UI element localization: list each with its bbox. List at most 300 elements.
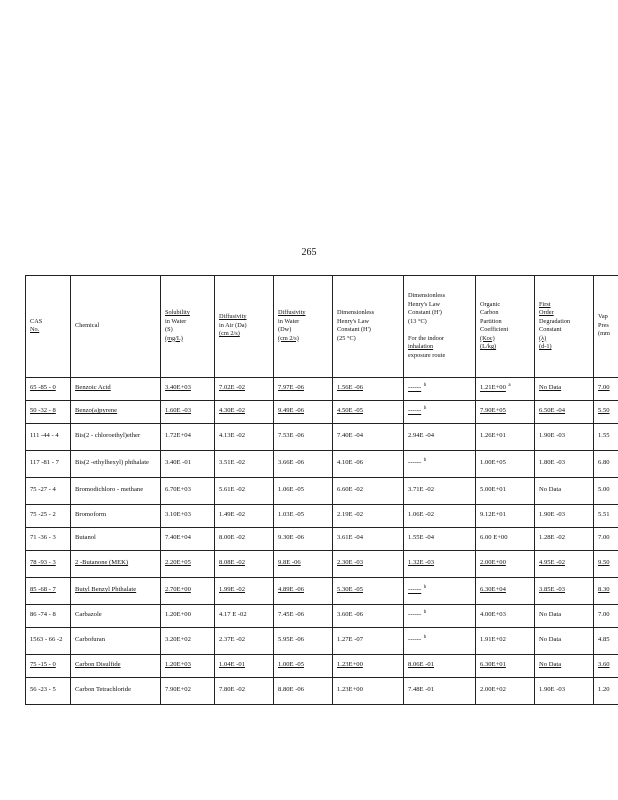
header-line: (Dw) [278,326,292,333]
header-line: exposure route [408,351,446,359]
cas-number [26,628,71,655]
diffusivity-air-value-text: 7.80E -02 [219,686,246,694]
koc-value [476,505,535,528]
header-line: (25 °C) [337,334,356,342]
koc-value [476,528,535,551]
henry-13c-value [404,401,476,424]
diffusivity-air-value [215,551,274,578]
diffusivity-water-value-text: 9.49E -06 [278,407,305,415]
degradation-value [535,628,594,655]
chemical-properties-table [25,275,618,705]
solubility-value [161,378,215,401]
henry-25c-value [333,551,404,578]
henry-25c-value [333,628,404,655]
vapor-pressure-value-text: 7.00 [598,611,610,619]
header-line [408,326,473,335]
chemical-name-text: 2 -Butanone (MEK) [75,559,129,567]
table-row [26,505,618,528]
vapor-pressure-value-text: 1.55 [598,432,610,440]
header-line: Coefficient [480,326,509,333]
koc-value-text: 1.00E+05 [480,459,506,467]
degradation-value-text: No Data [539,661,562,669]
header-henry-13c [404,276,476,378]
henry-13c-value-text: 3.71E -02 [408,486,435,494]
koc-value-text: 1.91E+02 [480,636,506,644]
diffusivity-air-value [215,628,274,655]
koc-value-text: 1.21E+00 [480,384,506,392]
henry-13c-value-text: ------ [408,459,422,467]
cas-number-text: 117 -81 - 7 [30,459,59,467]
henry-13c-value [404,528,476,551]
header-line: First [539,300,551,308]
vapor-pressure-value [594,505,618,528]
koc-value [476,478,535,505]
vapor-pressure-value-text: 3.60 [598,661,610,669]
diffusivity-water-value-text: 5.95E -06 [278,636,305,644]
koc-value [476,605,535,628]
footnote-marker: b [421,610,427,616]
table-row [26,605,618,628]
chemical-name [71,451,161,478]
cas-number-text: 56 -23 - 5 [30,686,56,694]
header-henry-25c [333,276,404,378]
henry-25c-value-text: 2.30E -03 [337,559,364,567]
diffusivity-air-value-text: 8.08E -02 [219,559,246,567]
henry-13c-value-text: 1.32E -03 [408,559,435,567]
header-line: (13 °C) [408,317,427,325]
diffusivity-air-value [215,378,274,401]
henry-13c-value [404,478,476,505]
solubility-value [161,401,215,424]
header-line: (λ) [539,334,547,342]
degradation-value [535,424,594,451]
header-line: Solubility [165,309,190,316]
henry-25c-value-text: 3.61E -04 [337,534,364,542]
chemical-name [71,655,161,678]
vapor-pressure-value [594,478,618,505]
cas-number [26,378,71,401]
solubility-value-text: 1.72E+04 [165,432,191,440]
diffusivity-water-value [274,478,333,505]
cas-number [26,505,71,528]
chemical-name-text: Bis(2 - chloroethyl)ether [75,432,141,440]
header-line: in Water [278,317,300,325]
diffusivity-air-value-text: 1.49E -02 [219,511,246,519]
solubility-value-text: 2.70E+00 [165,586,191,594]
chemical-name [71,424,161,451]
solubility-value [161,605,215,628]
chemical-name-text: Carbon Disulfide [75,661,121,669]
chemical-name-text: Bromoform [75,511,107,519]
chemical-name [71,628,161,655]
chemical-name [71,678,161,705]
header-line: (Koc) [480,334,495,342]
footnote-marker: a [505,383,511,389]
diffusivity-water-value-text: 1.00E -05 [278,661,305,669]
diffusivity-air-value [215,451,274,478]
henry-25c-value [333,605,404,628]
henry-13c-value-text: 8.06E -01 [408,661,435,669]
koc-value-text: 9.12E+01 [480,511,506,519]
henry-25c-value-text: 4.50E -05 [337,407,364,415]
cas-number [26,605,71,628]
vapor-pressure-value-text: 7.00 [598,534,610,542]
degradation-value-text: No Data [539,384,562,392]
header-line: (S) [165,326,173,333]
solubility-value [161,678,215,705]
henry-13c-value-text: ------ [408,611,422,619]
diffusivity-air-value [215,424,274,451]
vapor-pressure-value-text: 5.51 [598,511,610,519]
koc-value-text: 6.30E+01 [480,661,506,669]
diffusivity-air-value [215,578,274,605]
diffusivity-water-value-text: 8.80E -06 [278,686,305,694]
diffusivity-air-value [215,678,274,705]
diffusivity-air-value [215,528,274,551]
koc-value-text: 2.00E+02 [480,686,506,694]
cas-number [26,451,71,478]
henry-25c-value-text: 1.23E+00 [337,686,363,694]
henry-25c-value-text: 5.30E -05 [337,586,364,594]
diffusivity-air-value-text: 7.02E -02 [219,384,246,392]
diffusivity-water-value [274,605,333,628]
footnote-marker: b [421,635,427,641]
cas-number [26,424,71,451]
degradation-value-text: 1.90E -03 [539,432,566,440]
henry-13c-value-text: 7.48E -01 [408,686,435,694]
diffusivity-air-value-text: 4.13E -02 [219,432,246,440]
degradation-value-text: No Data [539,636,562,644]
table-row [26,424,618,451]
header-line: No. [30,326,40,333]
degradation-value [535,478,594,505]
degradation-value-text: 1.28E -02 [539,534,566,542]
vapor-pressure-value-text: 1.20 [598,686,610,694]
koc-value [476,401,535,424]
header-solubility [161,276,215,378]
header-line: Vap [598,313,608,321]
koc-value-text: 6.00 E+00 [480,534,508,542]
vapor-pressure-value [594,678,618,705]
cas-number-text: 75 -25 - 2 [30,511,56,519]
header-line: in Water [165,317,187,325]
diffusivity-water-value [274,655,333,678]
koc-value [476,551,535,578]
koc-value [476,578,535,605]
solubility-value-text: 3.40E+03 [165,384,191,392]
header-line: Pres [598,321,609,329]
koc-value-text: 4.00E+03 [480,611,506,619]
degradation-value-text: 1.90E -03 [539,686,566,694]
henry-25c-value [333,678,404,705]
degradation-value [535,451,594,478]
degradation-value-text: No Data [539,611,562,619]
header-line: (mm [598,330,610,338]
vapor-pressure-value [594,528,618,551]
table-row [26,678,618,705]
diffusivity-water-value-text: 3.66E -06 [278,459,305,467]
vapor-pressure-value [594,628,618,655]
header-chemical [71,276,161,378]
header-line: Dimensionless [408,292,446,299]
header-line: (mg/L) [165,334,183,342]
diffusivity-water-value-text: 9.30E -06 [278,534,305,542]
vapor-pressure-value [594,378,618,401]
table-row [26,478,618,505]
diffusivity-water-value [274,451,333,478]
header-line: Constant (H') [408,309,442,316]
cas-number [26,528,71,551]
diffusivity-water-value [274,505,333,528]
cas-number [26,401,71,424]
header-line: inhalation [408,343,434,350]
henry-25c-value-text: 4.10E -06 [337,459,364,467]
degradation-value [535,578,594,605]
solubility-value [161,528,215,551]
degradation-value [535,605,594,628]
cas-number-text: 78 -93 - 3 [30,559,56,567]
henry-25c-value [333,655,404,678]
diffusivity-water-value-text: 4.89E -06 [278,586,305,594]
header-line: Organic [480,300,501,308]
cas-number [26,478,71,505]
koc-value [476,378,535,401]
solubility-value-text: 3.20E+02 [165,636,191,644]
vapor-pressure-value [594,551,618,578]
diffusivity-water-value-text: 7.45E -06 [278,611,305,619]
henry-25c-value [333,378,404,401]
diffusivity-air-value [215,655,274,678]
koc-value-text: 6.30E+04 [480,586,506,594]
header-line: (cm 2/s) [219,330,240,338]
degradation-value [535,505,594,528]
header-degradation [535,276,594,378]
chemical-name [71,528,161,551]
table-row [26,378,618,401]
chemical-name-text: Carbon Tetrachloride [75,686,131,694]
header-line: Order [539,309,554,316]
henry-13c-value [404,378,476,401]
cas-number-text: 1563 - 66 -2 [30,636,63,644]
henry-13c-value-text: ------ [408,636,422,644]
diffusivity-air-value-text: 4.17 E -02 [219,611,247,619]
header-row [26,276,618,378]
henry-13c-value-text: 2.94E -04 [408,432,435,440]
header-cas [26,276,71,378]
vapor-pressure-value-text: 7.00 [598,384,610,392]
henry-25c-value [333,578,404,605]
vapor-pressure-value [594,655,618,678]
henry-25c-value [333,401,404,424]
vapor-pressure-value-text: 4.85 [598,636,610,644]
header-line: Henry's Law [337,317,370,325]
henry-25c-value-text: 2.19E -02 [337,511,364,519]
henry-25c-value-text: 1.56E -06 [337,384,364,392]
vapor-pressure-value [594,451,618,478]
header-line: Diffusivity [278,309,306,316]
header-line: Carbon [480,309,499,316]
solubility-value [161,628,215,655]
degradation-value-text: 1.90E -03 [539,511,566,519]
vapor-pressure-value [594,605,618,628]
table-row [26,528,618,551]
cas-number-text: 71 -36 - 3 [30,534,56,542]
koc-value [476,678,535,705]
table-body [26,378,618,705]
cas-number [26,678,71,705]
henry-25c-value-text: 1.23E+00 [337,661,363,669]
koc-value [476,424,535,451]
degradation-value [535,655,594,678]
header-line: For the indoor [408,334,445,342]
henry-13c-value-text: ------ [408,407,422,415]
chemical-name-text: Benzoic Acid [75,384,111,392]
henry-13c-value-text: 1.06E -02 [408,511,435,519]
header-line: Diffusivity [219,313,247,321]
degradation-value [535,551,594,578]
vapor-pressure-value-text: 6.80 [598,459,610,467]
chemical-name [71,401,161,424]
chemical-properties-table-wrapper [25,275,618,735]
table-row [26,451,618,478]
header-line: Constant (H') [337,326,371,333]
chemical-name-text: Carbazole [75,611,102,619]
vapor-pressure-value-text: 5.50 [598,407,610,415]
henry-25c-value [333,424,404,451]
solubility-value-text: 2.20E+05 [165,559,191,567]
henry-13c-value [404,551,476,578]
cas-number-text: 111 -44 - 4 [30,432,59,440]
diffusivity-water-value-text: 1.03E -05 [278,511,305,519]
solubility-value-text: 3.40E -01 [165,459,192,467]
degradation-value-text: 6.50E -04 [539,407,566,415]
diffusivity-water-value [274,378,333,401]
diffusivity-water-value [274,401,333,424]
cas-number [26,551,71,578]
table-row [26,401,618,424]
henry-13c-value [404,451,476,478]
henry-25c-value-text: 1.27E -07 [337,636,364,644]
henry-13c-value [404,605,476,628]
diffusivity-air-value-text: 4.30E -02 [219,407,246,415]
solubility-value-text: 1.20E+03 [165,661,191,669]
table-row [26,628,618,655]
header-line: Constant [539,326,562,333]
header-diffusivity-air [215,276,274,378]
vapor-pressure-value-text: 5.00 [598,486,610,494]
cas-number-text: 86 -74 - 8 [30,611,56,619]
diffusivity-water-value [274,528,333,551]
solubility-value [161,655,215,678]
header-line: Henry's Law [408,300,441,308]
diffusivity-air-value [215,505,274,528]
cas-number-text: 75 -27 - 4 [30,486,56,494]
henry-25c-value [333,451,404,478]
koc-value-text: 7.90E+05 [480,407,506,415]
header-diffusivity-water [274,276,333,378]
header-koc [476,276,535,378]
chemical-name [71,578,161,605]
henry-13c-value [404,655,476,678]
diffusivity-water-value [274,678,333,705]
cas-number-text: 85 -68 - 7 [30,586,56,594]
table-row [26,578,618,605]
header-line: in Air (Da) [219,321,247,329]
chemical-name [71,505,161,528]
diffusivity-water-value-text: 7.97E -06 [278,384,305,392]
chemical-name-text: Carbofuran [75,636,106,644]
header-vapor-pressure [594,276,618,378]
vapor-pressure-value [594,424,618,451]
degradation-value-text: No Data [539,486,562,494]
chemical-name-text: Bromodichloro - methane [75,486,144,494]
koc-value [476,451,535,478]
solubility-value [161,505,215,528]
footnote-marker: b [421,406,427,412]
koc-value-text: 5.00E+01 [480,486,506,494]
diffusivity-water-value-text: 9.8E -06 [278,559,301,567]
diffusivity-air-value-text: 3.51E -02 [219,459,246,467]
header-line: CAS [30,317,43,325]
header-line: (cm 2/s) [278,334,299,342]
footnote-marker: b [421,458,427,464]
henry-25c-value-text: 6.60E -02 [337,486,364,494]
henry-13c-value-text: ------ [408,384,422,392]
cas-number-text: 65 -85 - 0 [30,384,56,392]
diffusivity-water-value-text: 1.06E -05 [278,486,305,494]
degradation-value-text: 3.85E -03 [539,586,566,594]
chemical-name-text: Bis(2 -ethylhexyl) phthalate [75,459,149,467]
footnote-marker: b [421,383,427,389]
diffusivity-air-value-text: 1.04E -01 [219,661,246,669]
header-line: (d-1) [539,343,552,350]
header-line: Chemical [75,321,100,329]
diffusivity-water-value [274,551,333,578]
chemical-name [71,605,161,628]
degradation-value-text: 4.95E -02 [539,559,566,567]
cas-number [26,578,71,605]
diffusivity-air-value-text: 1.99E -02 [219,586,246,594]
cas-number-text: 50 -32 - 8 [30,407,56,415]
solubility-value [161,578,215,605]
koc-value [476,628,535,655]
henry-13c-value [404,628,476,655]
diffusivity-water-value-text: 7.53E -06 [278,432,305,440]
vapor-pressure-value [594,401,618,424]
henry-25c-value-text: 7.40E -04 [337,432,364,440]
solubility-value [161,551,215,578]
table-row [26,655,618,678]
chemical-name-text: Benzo(a)pyrene [75,407,118,415]
chemical-name-text: Butanol [75,534,96,542]
henry-25c-value [333,478,404,505]
degradation-value [535,528,594,551]
henry-13c-value [404,678,476,705]
henry-13c-value [404,424,476,451]
vapor-pressure-value-text: 8.30 [598,586,610,594]
diffusivity-air-value [215,401,274,424]
henry-13c-value [404,578,476,605]
henry-25c-value [333,505,404,528]
header-line: Degradation [539,317,571,325]
solubility-value-text: 7.90E+02 [165,686,191,694]
degradation-value [535,401,594,424]
koc-value-text: 1.26E+01 [480,432,506,440]
solubility-value-text: 6.70E+03 [165,486,191,494]
henry-25c-value [333,528,404,551]
degradation-value [535,678,594,705]
solubility-value [161,478,215,505]
